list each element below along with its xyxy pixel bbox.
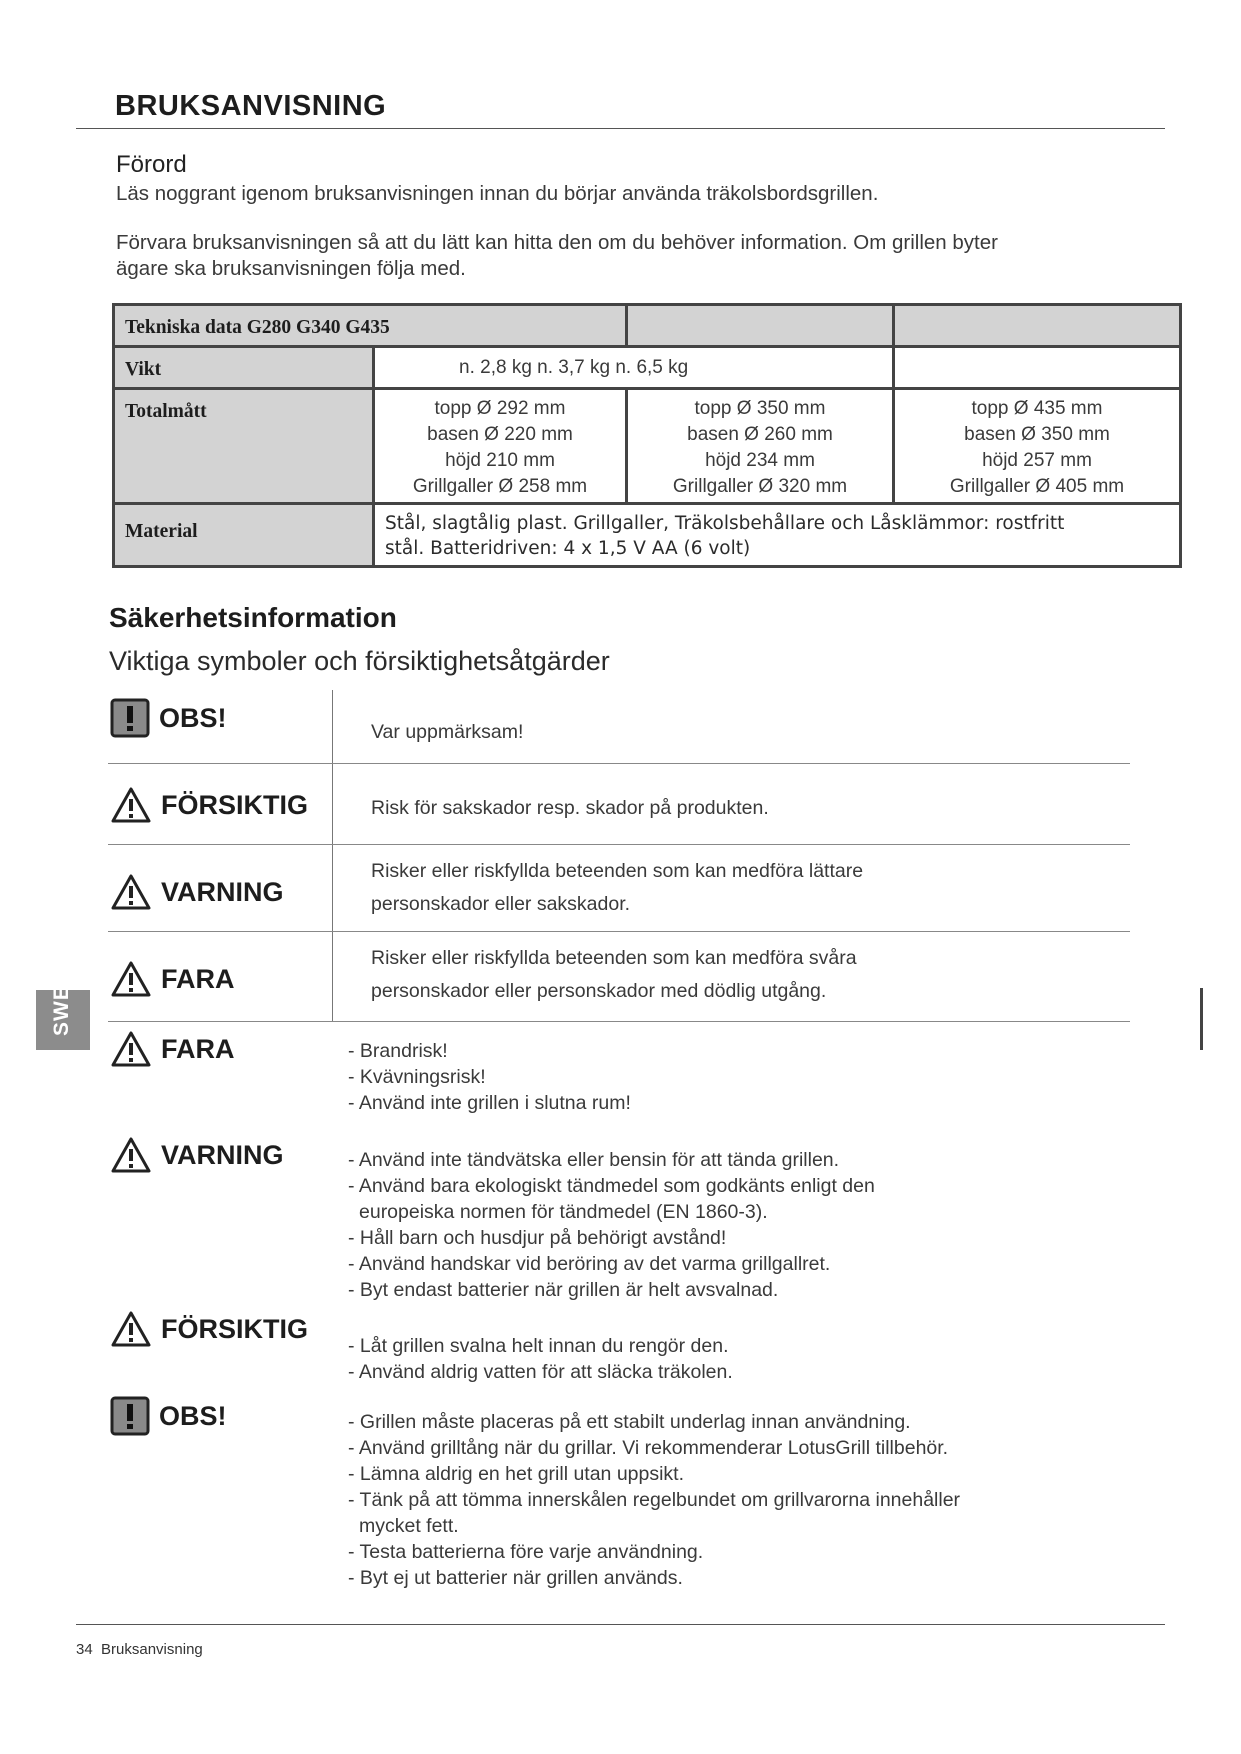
list-item: europeiska normen för tändmedel (EN 1860-3). xyxy=(359,1201,768,1223)
symbol-description: Risker eller riskfyllda beteenden som kan medföra svåra personskador eller personskador med dödlig utgång. xyxy=(371,947,857,1002)
list-item: - Lämna aldrig en het grill utan uppsikt. xyxy=(348,1463,685,1485)
preface-paragraph-2: Förvara bruksanvisningen så att du lätt kan hitta den om du behöver information. Om grillen byter ägare ska bruksanvisningen följa med. xyxy=(116,231,998,280)
page-number: 34 xyxy=(76,1641,93,1658)
material-value: Stål, slagtålig plast. Grillgaller, Träkolsbehållare och Låsklämmor: rostfritt stål. Batteridriven: 4 x 1,5 V AA (6 volt) xyxy=(374,504,1181,567)
safety-subheading: Viktiga symboler och försiktighetsåtgärder xyxy=(109,646,610,676)
symbol-label: VARNING xyxy=(110,873,284,911)
tech-data-table xyxy=(112,303,1182,568)
symbol-row-forsiktig xyxy=(108,764,1130,845)
symbol-description: Risk för sakskador resp. skador på produkten. xyxy=(371,797,769,819)
title-divider xyxy=(76,128,1165,129)
group-list-fara xyxy=(348,1038,631,1116)
symbol-label: OBS! xyxy=(110,698,227,738)
group-list-varning xyxy=(348,1147,875,1303)
symbol-row-varning xyxy=(108,845,1130,932)
symbol-description: Var uppmärksam! xyxy=(371,721,524,743)
weight-label: Vikt xyxy=(114,347,374,389)
symbol-row-fara xyxy=(108,932,1130,1022)
page-footer xyxy=(76,1641,203,1658)
warning-triangle-icon xyxy=(110,786,152,824)
list-item: - Använd inte tändvätska eller bensin för att tända grillen. xyxy=(348,1149,840,1171)
list-item: - Byt ej ut batterier när grillen används. xyxy=(348,1567,683,1589)
list-item: mycket fett. xyxy=(359,1515,459,1537)
dims-g435: topp Ø 435 mm basen Ø 350 mm höjd 257 mm Grillgaller Ø 405 mm xyxy=(894,389,1181,504)
footer-text: Bruksanvisning xyxy=(101,1641,203,1658)
list-item: - Använd grilltång när du grillar. Vi rekommenderar LotusGrill tillbehör. xyxy=(348,1437,949,1459)
tech-header-empty xyxy=(894,305,1181,347)
group-label-fara: FARA xyxy=(110,1030,235,1068)
group-label-forsiktig: FÖRSIKTIG xyxy=(110,1310,308,1348)
dims-g340: topp Ø 350 mm basen Ø 260 mm höjd 234 mm Grillgaller Ø 320 mm xyxy=(627,389,894,504)
warning-triangle-icon xyxy=(110,960,152,998)
list-item: - Håll barn och husdjur på behörigt avstånd! xyxy=(348,1227,727,1249)
page-title: BRUKSANVISNING xyxy=(115,90,387,122)
list-item: - Brandrisk! xyxy=(348,1040,448,1062)
warning-triangle-icon xyxy=(110,1030,152,1068)
symbol-row-obs xyxy=(108,690,1130,764)
list-item: - Använd aldrig vatten för att släcka träkolen. xyxy=(348,1361,733,1383)
preface-heading: Förord xyxy=(116,151,187,178)
material-label: Material xyxy=(114,504,374,567)
weight-value: n. 2,8 kg n. 3,7 kg n. 6,5 kg xyxy=(374,347,894,389)
group-list-obs xyxy=(348,1409,960,1591)
page-edge-marker xyxy=(1200,988,1203,1050)
dims-g280: topp Ø 292 mm basen Ø 220 mm höjd 210 mm Grillgaller Ø 258 mm xyxy=(374,389,627,504)
group-label-obs: OBS! xyxy=(110,1396,227,1436)
footer-divider xyxy=(76,1624,1165,1625)
weight-empty xyxy=(894,347,1181,389)
symbol-label: FÖRSIKTIG xyxy=(110,786,308,824)
warning-triangle-icon xyxy=(110,1136,152,1174)
list-item: - Grillen måste placeras på ett stabilt underlag innan användning. xyxy=(348,1411,911,1433)
list-item: - Kvävningsrisk! xyxy=(348,1066,486,1088)
group-list-forsiktig xyxy=(348,1333,733,1385)
symbol-description: Risker eller riskfyllda beteenden som kan medföra lättare personskador eller sakskador. xyxy=(371,860,864,915)
safety-heading: Säkerhetsinformation xyxy=(109,602,397,633)
exclamation-box-icon xyxy=(110,1396,150,1436)
list-item: - Använd bara ekologiskt tändmedel som godkänts enligt den xyxy=(348,1175,875,1197)
dims-label: Totalmått xyxy=(114,389,374,504)
exclamation-box-icon xyxy=(110,698,150,738)
warning-triangle-icon xyxy=(110,873,152,911)
list-item: - Testa batterierna före varje användning. xyxy=(348,1541,704,1563)
warning-triangle-icon xyxy=(110,1310,152,1348)
preface-paragraph-1: Läs noggrant igenom bruksanvisningen innan du börjar använda träkolsbordsgrillen. xyxy=(116,182,879,205)
list-item: - Tänk på att tömma innerskålen regelbundet om grillvarorna innehåller xyxy=(348,1489,961,1511)
tech-header-empty xyxy=(627,305,894,347)
list-item: - Använd inte grillen i slutna rum! xyxy=(348,1092,631,1114)
group-label-varning: VARNING xyxy=(110,1136,284,1174)
list-item: - Använd handskar vid beröring av det varma grillgallret. xyxy=(348,1253,831,1275)
language-tab: SWE xyxy=(36,990,90,1050)
list-item: - Låt grillen svalna helt innan du rengör den. xyxy=(348,1335,729,1357)
list-item: - Byt endast batterier när grillen är helt avsvalnad. xyxy=(348,1279,779,1301)
symbol-label: FARA xyxy=(110,960,235,998)
tech-header: Tekniska data G280 G340 G435 xyxy=(114,305,627,347)
